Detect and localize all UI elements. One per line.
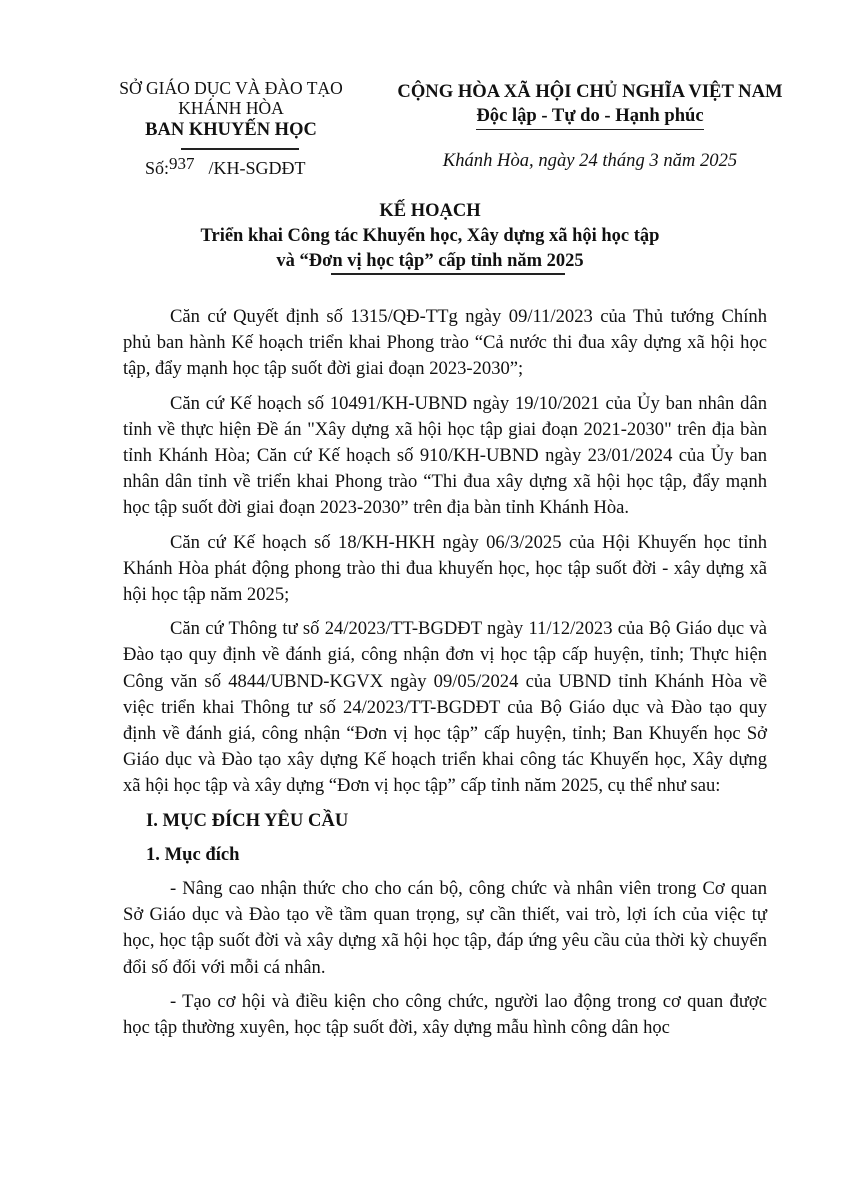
place-and-date: Khánh Hòa, ngày 24 tháng 3 năm 2025 [442,150,738,171]
issuing-agency-block [100,78,362,142]
doc-number-value: 937 [169,154,195,173]
subsection-heading: 1. Mục đích [146,843,240,865]
title-line-1: Triển khai Công tác Khuyến học, Xây dựng xã hội học tập [200,226,660,246]
agency-parent-line2: KHÁNH HÒA [178,98,284,118]
legal-basis-paragraph: Căn cứ Kế hoạch số 18/KH-HKH ngày 06/3/2025 của Hội Khuyến học tỉnh Khánh Hòa phát động phong trào thi đua khuyến học, học tập suốt đời - xây dựng xã hội học tập năm 2025; [123,531,767,606]
agency-name: BAN KHUYẾN HỌC [145,120,317,140]
document-number [145,154,306,179]
national-header [370,80,810,130]
title-divider [331,273,565,275]
doc-number-prefix: Số: [145,158,170,178]
agency-parent-line1: SỞ GIÁO DỤC VÀ ĐÀO TẠO [119,78,343,98]
purpose-item: - Tạo cơ hội và điều kiện cho công chức, người lao động trong cơ quan được học tập thường xuyên, học tập suốt đời, xây dựng mẫu hình công dân học [123,990,767,1039]
national-motto: Độc lập - Tự do - Hạnh phúc [476,104,703,130]
section-heading: I. MỤC ĐÍCH YÊU CẦU [146,809,349,831]
agency-divider [181,148,299,150]
legal-basis-paragraph: Căn cứ Kế hoạch số 10491/KH-UBND ngày 19/10/2021 của Ủy ban nhân dân tỉnh về thực hiện Đề án "Xây dựng xã hội học tập giai đoạn 2021-2030" trên địa bàn tỉnh Khánh Hòa; Căn cứ Kế hoạch số 910/KH-UBND ngày 23/01/2024 của Ủy ban nhân dân tỉnh về triển khai Phong trào “Thi đua xây dựng xã hội học tập, đẩy mạnh học tập suốt đời giai đoạn 2023-2030” trên địa bàn tỉnh Khánh Hòa. [123,392,767,519]
nation-name: CỘNG HÒA XÃ HỘI CHỦ NGHĨA VIỆT NAM [397,81,783,102]
legal-basis-paragraph: Căn cứ Thông tư số 24/2023/TT-BGDĐT ngày 11/12/2023 của Bộ Giáo dục và Đào tạo quy định về đánh giá, công nhận đơn vị học tập cấp huyện, tỉnh; Thực hiện Công văn số 4844/UBND-KGVX ngày 09/05/2024 của UBND tỉnh Khánh Hòa về việc triển khai Thông tư số 24/2023/TT-BGDĐT của Bộ Giáo dục và Đào tạo quy định về đánh giá, công nhận “Đơn vị học tập” cấp huyện, tỉnh; Ban Khuyến học Sở Giáo dục và Đào tạo xây dựng Kế hoạch triển khai công tác Khuyến học, Xây dựng xã hội học tập và xây dựng “Đơn vị học tập” cấp tỉnh năm 2025, cụ thể như sau: [123,618,767,797]
purpose-item: - Nâng cao nhận thức cho cho cán bộ, công chức và nhân viên trong Cơ quan Sở Giáo dục và Đào tạo về tầm quan trọng, sự cần thiết, vai trò, lợi ích của việc tự học, học tập suốt đời và xây dựng xã hội học tập, đáp ứng yêu cầu của thời kỳ chuyển đổi số đối với mỗi cá nhân. [123,878,767,978]
document-title [100,199,760,274]
document-body [123,304,767,1049]
document-type: KẾ HOẠCH [379,201,481,221]
title-line-2: và “Đơn vị học tập” cấp tỉnh năm 2025 [276,251,584,271]
legal-basis-paragraph: Căn cứ Quyết định số 1315/QĐ-TTg ngày 09/11/2023 của Thủ tướng Chính phủ ban hành Kế hoạch triển khai Phong trào “Cả nước thi đua xây dựng xã hội học tập, đẩy mạnh học tập suốt đời giai đoạn 2023-2030”; [123,306,767,380]
doc-number-suffix: /KH-SGDĐT [208,158,306,178]
